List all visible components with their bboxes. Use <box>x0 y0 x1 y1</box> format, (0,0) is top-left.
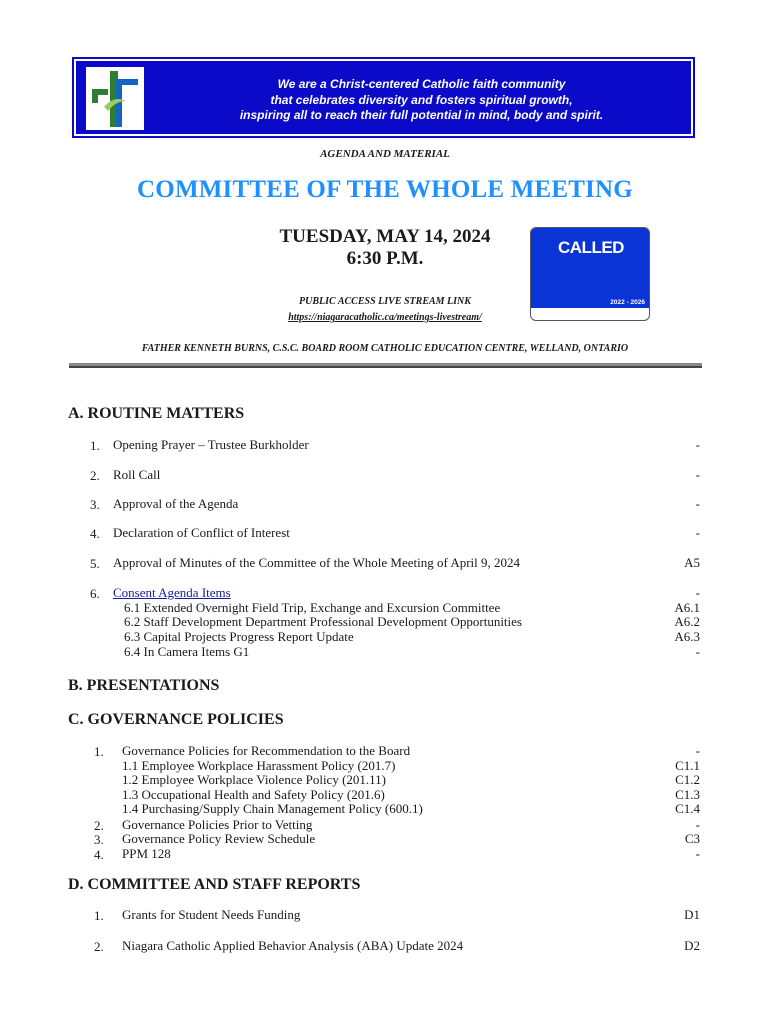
item-number: 1. <box>94 908 104 923</box>
item-code: C1.2 <box>675 772 700 787</box>
item-code: - <box>695 644 700 659</box>
item-number: 1. <box>90 438 100 453</box>
agenda-item: Roll Call <box>113 467 161 482</box>
item-code: - <box>695 743 700 758</box>
item-code: - <box>695 585 700 600</box>
agenda-item: Governance Policies Prior to Vetting <box>122 817 313 832</box>
meeting-location: FATHER KENNETH BURNS, C.S.C. BOARD ROOM CATHOLIC EDUCATION CENTRE, WELLAND, ONTARIO <box>141 343 629 354</box>
item-code: - <box>695 525 700 540</box>
consent-agenda-link[interactable]: Consent Agenda Items <box>113 585 231 600</box>
item-number: 2. <box>94 818 104 833</box>
meeting-time: 6:30 P.M. <box>346 248 424 269</box>
meeting-date: TUESDAY, MAY 14, 2024 <box>279 226 491 247</box>
header-divider <box>69 363 702 368</box>
agenda-item: Grants for Student Needs Funding <box>122 907 301 922</box>
item-number: 6. <box>90 586 100 601</box>
item-code: - <box>695 846 700 861</box>
agenda-subitem: 1.4 Purchasing/Supply Chain Management Policy (600.1) <box>122 801 423 816</box>
agenda-subitem: 1.2 Employee Workplace Violence Policy (201.11) <box>122 772 387 787</box>
section-a-heading: A. ROUTINE MATTERS <box>68 405 245 422</box>
mission-line: inspiring all to reach their full potential in mind, body and spirit. <box>239 108 604 122</box>
item-code: C1.4 <box>675 801 700 816</box>
mission-statement <box>156 77 687 124</box>
called-badge-years: 2022 - 2026 <box>610 299 645 306</box>
agenda-item: PPM 128 <box>122 846 171 861</box>
item-number: 2. <box>90 468 100 483</box>
item-code: A6.2 <box>674 614 700 629</box>
called-badge-text: CALLED <box>558 238 624 257</box>
item-number: 2. <box>94 939 104 954</box>
meeting-title: COMMITTEE OF THE WHOLE MEETING <box>137 176 633 203</box>
meeting-date-time <box>190 226 580 270</box>
section-b-heading: B. PRESENTATIONS <box>68 677 220 694</box>
item-code: - <box>695 817 700 832</box>
item-number: 5. <box>90 556 100 571</box>
item-number: 3. <box>90 497 100 512</box>
agenda-subitem: 6.1 Extended Overnight Field Trip, Exchange and Excursion Committee <box>124 600 501 615</box>
section-c-heading: C. GOVERNANCE POLICIES <box>68 711 284 728</box>
item-code: - <box>695 437 700 452</box>
agenda-item: Niagara Catholic Applied Behavior Analysis (ABA) Update 2024 <box>122 938 464 953</box>
agenda-item: Governance Policy Review Schedule <box>122 831 316 846</box>
item-number: 4. <box>94 847 104 862</box>
agenda-subitem: 1.3 Occupational Health and Safety Policy (201.6) <box>122 787 385 802</box>
cross-logo-icon <box>86 67 144 130</box>
agenda-subitem: 6.4 In Camera Items G1 <box>124 644 250 659</box>
item-code: D1 <box>684 907 700 922</box>
agenda-item: Governance Policies for Recommendation to the Board <box>122 743 411 758</box>
item-code: - <box>695 467 700 482</box>
stream-link[interactable]: https://niagaracatholic.ca/meetings-livestream/ <box>288 312 482 323</box>
mission-banner-fill <box>76 61 691 134</box>
mission-line: that celebrates diversity and fosters spiritual growth, <box>270 92 573 107</box>
item-code: C1.1 <box>675 758 700 773</box>
item-number: 1. <box>94 744 104 759</box>
agenda-label: AGENDA AND MATERIAL <box>320 148 450 160</box>
item-code: C3 <box>684 831 700 846</box>
item-number: 3. <box>94 832 104 847</box>
agenda-item: Approval of Minutes of the Committee of the Whole Meeting of April 9, 2024 <box>113 555 521 570</box>
called-badge <box>530 227 650 321</box>
agenda-subitem: 1.1 Employee Workplace Harassment Policy (201.7) <box>122 758 396 773</box>
stream-label: PUBLIC ACCESS LIVE STREAM LINK <box>299 296 471 307</box>
called-badge-fill <box>531 228 649 308</box>
agenda-item: Declaration of Conflict of Interest <box>113 525 290 540</box>
agenda-item: Opening Prayer – Trustee Burkholder <box>113 437 309 452</box>
mission-banner <box>72 57 695 138</box>
item-code: - <box>695 496 700 511</box>
section-d-heading: D. COMMITTEE AND STAFF REPORTS <box>68 876 361 893</box>
mission-line: We are a Christ-centered Catholic faith community <box>277 77 566 91</box>
item-code: D2 <box>684 938 700 953</box>
agenda-subitem: 6.3 Capital Projects Progress Report Update <box>124 629 354 644</box>
item-code: A5 <box>684 555 700 570</box>
item-code: A6.3 <box>674 629 700 644</box>
agenda-item: Approval of the Agenda <box>113 496 239 511</box>
item-code: C1.3 <box>675 787 700 802</box>
item-code: A6.1 <box>674 600 700 615</box>
agenda-subitem: 6.2 Staff Development Department Professional Development Opportunities <box>124 614 522 629</box>
item-number: 4. <box>90 526 100 541</box>
